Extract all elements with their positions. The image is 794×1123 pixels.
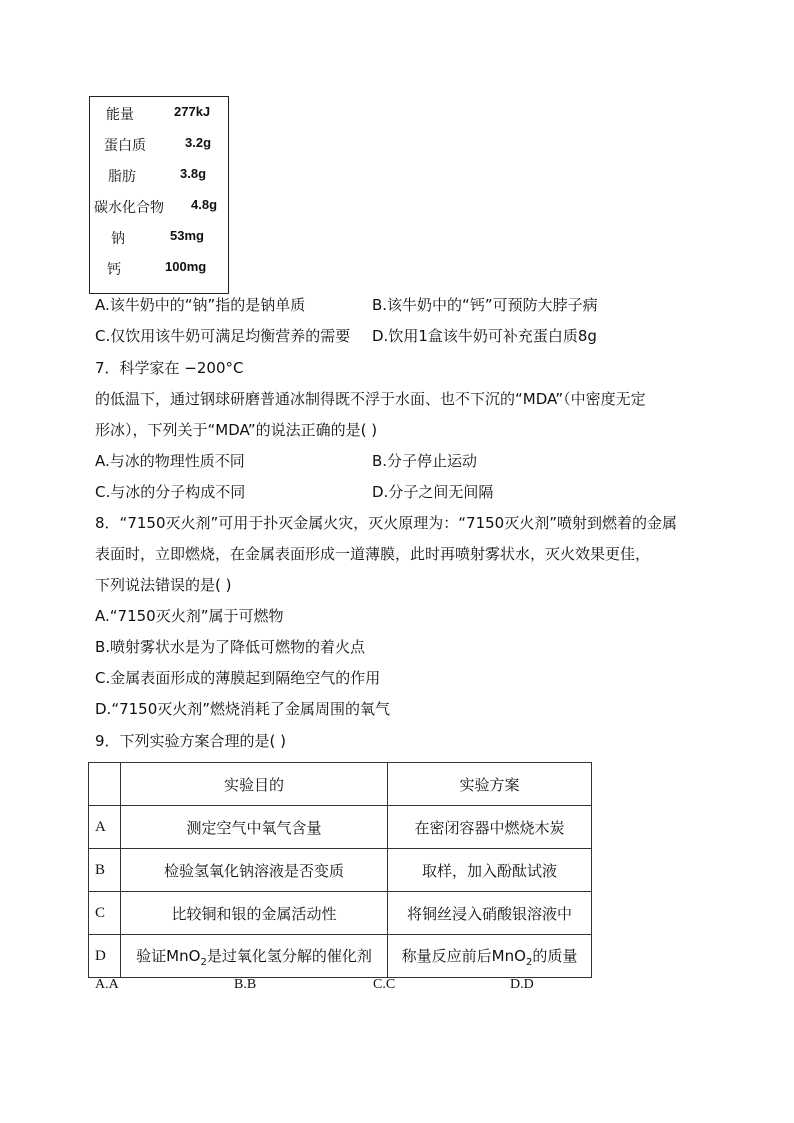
subscript: 2 [525, 956, 533, 968]
nutrition-value: 53mg [170, 228, 204, 243]
q8-option-a: A.“7150灭火剂”属于可燃物 [95, 607, 284, 625]
q7-option-a: A.与冰的物理性质不同 [95, 452, 245, 470]
table-row [89, 892, 592, 935]
table-row [89, 849, 592, 892]
q7-option-b: B.分子停止运动 [372, 452, 478, 470]
q8-option-d: D.“7150灭火剂”燃烧消耗了金属周围的氧气 [95, 700, 391, 718]
row-purpose: 比较铜和银的金属活动性 [121, 892, 388, 935]
q7-stem-line2: 的低温下，通过钢球研磨普通冰制得既不浮于水面、也不下沉的“MDA”（中密度无定 [95, 390, 646, 408]
nutrition-row [90, 104, 228, 124]
q6-option-b: B.该牛奶中的“钙”可预防大脖子病 [372, 296, 598, 314]
q8-stem-line3: 下列说法错误的是( ) [95, 576, 232, 594]
q8-option-c: C.金属表面形成的薄膜起到隔绝空气的作用 [95, 669, 381, 687]
q8-option-b: B.喷射雾状水是为了降低可燃物的着火点 [95, 638, 366, 656]
q7-option-d: D.分子之间无间隔 [372, 483, 494, 501]
nutrition-name: 钠 [111, 231, 125, 247]
row-plan: 在密闭容器中燃烧木炭 [388, 806, 592, 849]
row-label: A [89, 806, 121, 849]
row-label: B [89, 849, 121, 892]
row-purpose: 测定空气中氧气含量 [121, 806, 388, 849]
purpose-text-post: 是过氧化氢分解的催化剂 [206, 946, 372, 965]
q9-option-c: C.C [373, 977, 396, 992]
nutrition-name: 钙 [107, 262, 121, 278]
nutrition-name: 蛋白质 [104, 138, 146, 154]
q9-option-d: D.D [510, 977, 534, 992]
row-label: D [89, 935, 121, 978]
purpose-text-pre: 验证MnO [136, 946, 201, 965]
plan-text-pre: 称量反应前后MnO [401, 946, 526, 965]
table-header-cell [89, 763, 121, 806]
table-row [89, 806, 592, 849]
q7-stem-line1: 7．科学家在 −200°C [95, 359, 244, 377]
nutrition-row [90, 166, 228, 186]
q9-stem: 9．下列实验方案合理的是( ) [95, 732, 287, 750]
q7-stem-line3: 形冰），下列关于“MDA”的说法正确的是( ) [95, 421, 378, 439]
nutrition-row [90, 197, 228, 217]
nutrition-name: 能量 [106, 107, 134, 123]
nutrition-value: 277kJ [174, 104, 211, 119]
table-header-cell: 实验目的 [121, 763, 388, 806]
table-row [89, 935, 592, 978]
nutrition-row [90, 228, 228, 248]
nutrition-row [90, 259, 228, 279]
row-label: C [89, 892, 121, 935]
q6-option-c: C.仅饮用该牛奶可满足均衡营养的需要 [95, 327, 351, 345]
nutrition-value: 100mg [165, 259, 207, 274]
table-header-row [89, 763, 592, 806]
nutrition-value: 4.8g [191, 197, 218, 212]
row-purpose: 检验氢氧化钠溶液是否变质 [121, 849, 388, 892]
row-purpose [121, 935, 388, 978]
nutrition-table [89, 96, 229, 294]
nutrition-value: 3.8g [180, 166, 207, 181]
q8-stem-line2: 表面时，立即燃烧，在金属表面形成一道薄膜，此时再喷射雾状水，灭火效果更佳， [95, 545, 651, 563]
nutrition-name: 脂肪 [108, 169, 136, 185]
nutrition-name: 碳水化合物 [94, 200, 164, 216]
q7-option-c: C.与冰的分子构成不同 [95, 483, 246, 501]
q8-stem-line1: 8．“7150灭火剂”可用于扑灭金属火灾，灭火原理为：“7150灭火剂”喷射到燃着的金属 [95, 514, 677, 532]
row-plan: 将铜丝浸入硝酸银溶液中 [388, 892, 592, 935]
experiment-table [88, 762, 592, 978]
nutrition-row [90, 135, 228, 155]
q9-option-a: A.A [95, 977, 119, 992]
q9-option-b: B.B [234, 977, 257, 992]
plan-text-post: 的质量 [532, 946, 578, 965]
row-plan: 取样，加入酚酞试液 [388, 849, 592, 892]
q6-option-a: A.该牛奶中的“钠”指的是钠单质 [95, 296, 306, 314]
table-header-cell: 实验方案 [388, 763, 592, 806]
row-plan [388, 935, 592, 978]
subscript: 2 [200, 956, 207, 968]
q6-option-d: D.饮用1盒该牛奶可补充蛋白质8g [372, 327, 597, 345]
nutrition-value: 3.2g [185, 135, 212, 150]
